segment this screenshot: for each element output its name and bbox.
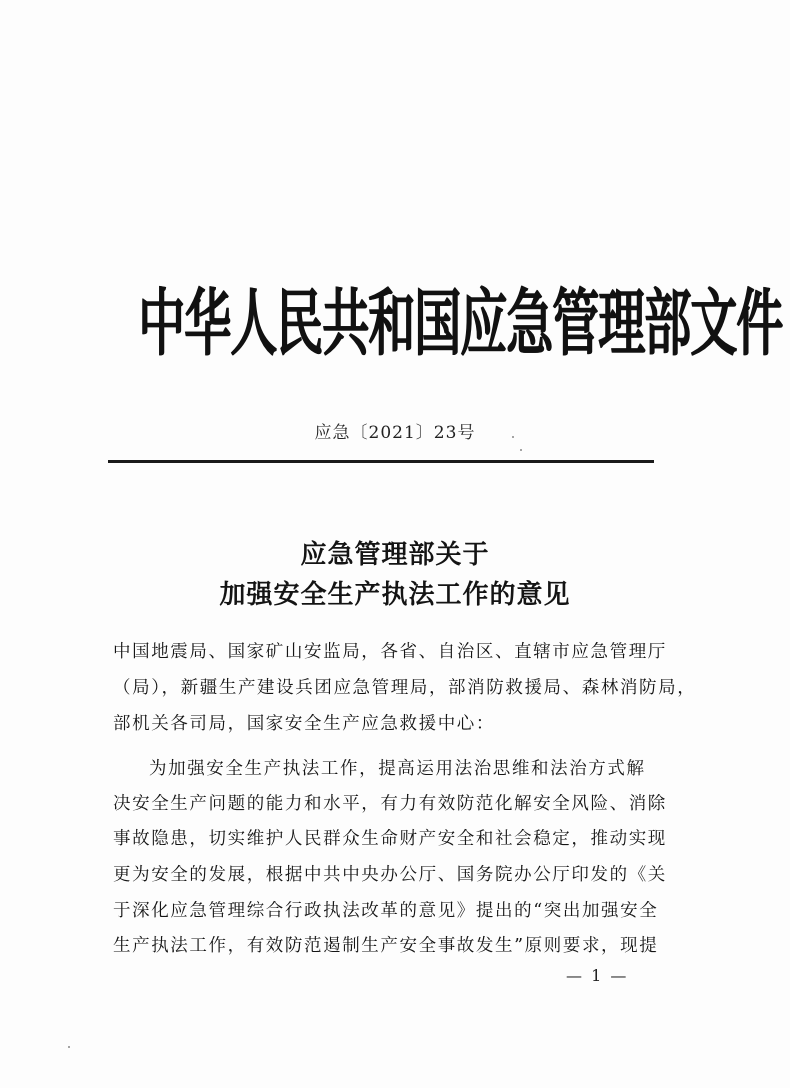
document-masthead: 中华人民共和国应急管理部文件 — [138, 281, 782, 367]
document-title-line-2: 加强安全生产执法工作的意见 — [219, 580, 571, 610]
scan-speck — [68, 1046, 70, 1048]
body-paragraph-line-4: 更为安全的发展，根据中共中央办公厅、国务院办公厅印发的《关 — [113, 865, 667, 885]
addressee-line-1: 中国地震局、国家矿山安监局，各省、自治区、直辖市应急管理厅 — [113, 642, 667, 662]
scan-speck — [512, 436, 514, 438]
scan-speck — [520, 449, 522, 451]
body-paragraph-line-6: 生产执法工作，有效防范遏制生产安全事故发生”原则要求，现提 — [113, 936, 659, 956]
body-paragraph-line-2: 决安全生产问题的能力和水平，有力有效防范化解安全风险、消除 — [113, 794, 667, 814]
body-paragraph-line-3: 事故隐患，切实维护人民群众生命财产安全和社会稳定，推动实现 — [113, 829, 667, 849]
document-number: 应急〔2021〕23号 — [314, 423, 476, 443]
addressee-line-2: （局），新疆生产建设兵团应急管理局，部消防救援局、森林消防局， — [113, 678, 697, 698]
header-divider-rule — [108, 460, 654, 463]
addressee-line-3: 部机关各司局，国家安全生产应急救援中心： — [113, 714, 495, 734]
document-title-line-1: 应急管理部关于 — [300, 540, 490, 570]
page-number: — 1 — — [566, 966, 629, 985]
body-paragraph-line-1: 为加强安全生产执法工作，提高运用法治思维和法治方式解 — [149, 759, 646, 779]
body-paragraph-line-5: 于深化应急管理综合行政执法改革的意见》提出的“突出加强安全 — [113, 901, 659, 921]
